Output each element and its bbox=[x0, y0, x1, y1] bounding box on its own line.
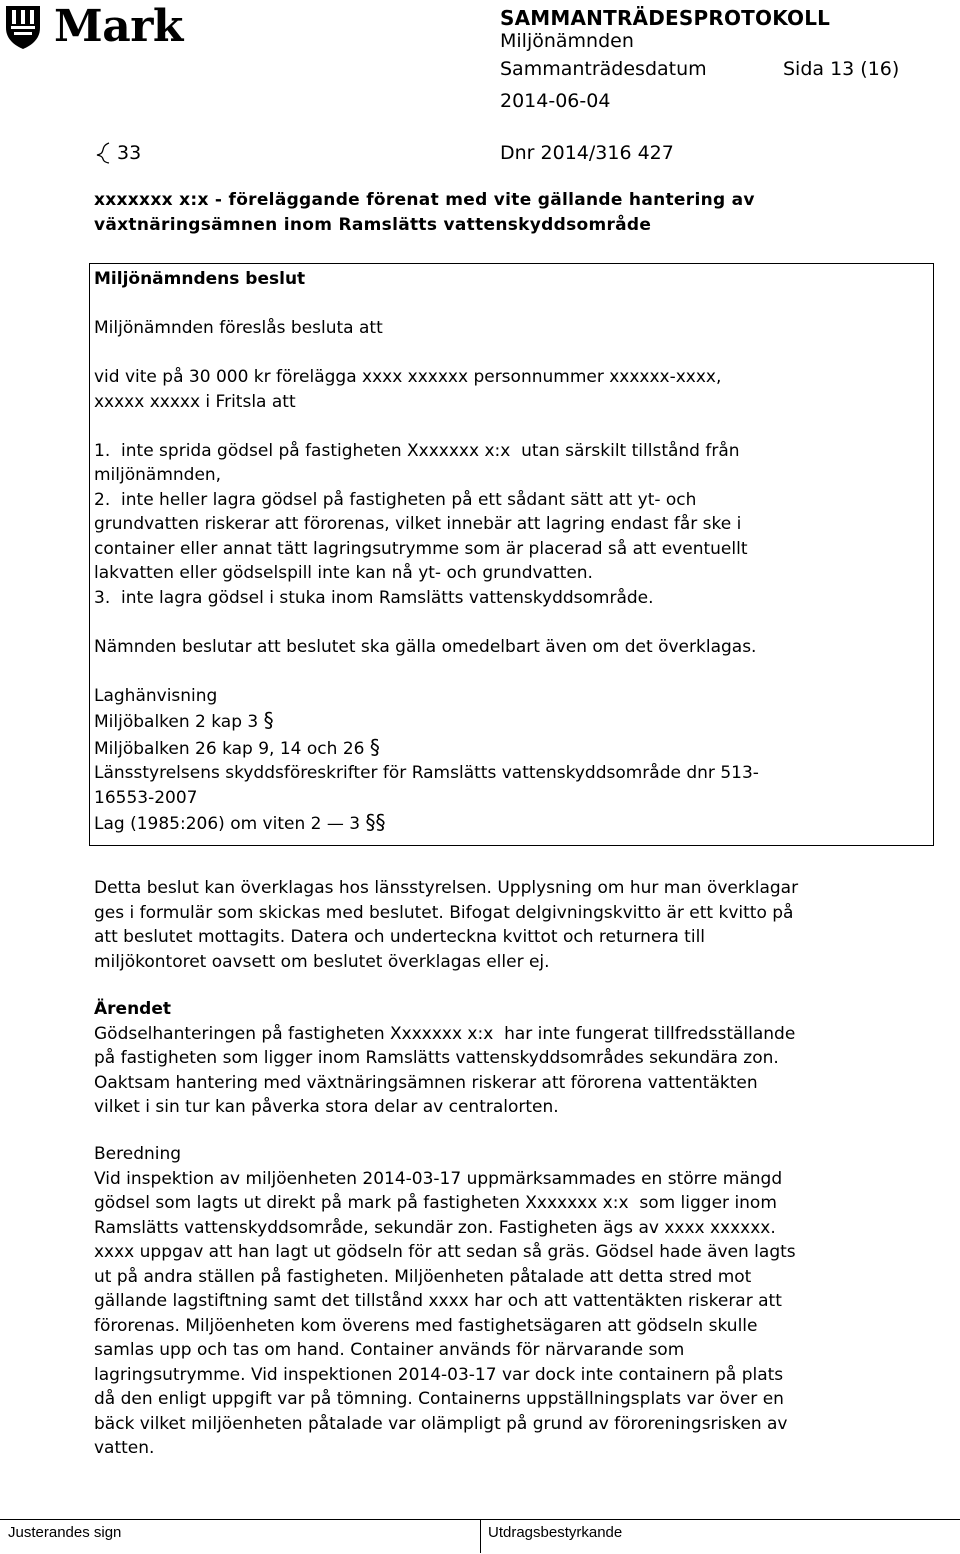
beredning-line: gällande lagstiftning samt det tillstånd xxxx har och att vattentäkten riskerar att bbox=[94, 1291, 782, 1311]
beredning-line: samlas upp och tas om hand. Container används för närvarande som bbox=[94, 1340, 685, 1360]
appeal-line: ges i formulär som skickas med beslutet. Bifogat delgivningskvitto är ett kvitto på bbox=[94, 902, 794, 923]
law-line: Lag (1985:206) om viten 2 — 3 §§ bbox=[94, 810, 386, 834]
footer-column-divider bbox=[480, 1519, 481, 1553]
immediate-effect: Nämnden beslutar att beslutet ska gälla omedelbart även om det överklagas. bbox=[94, 636, 757, 657]
beredning-line: Vid inspektion av miljöenheten 2014-03-17 uppmärksammades en större mängd bbox=[94, 1168, 783, 1189]
appeal-line: Detta beslut kan överklagas hos länsstyrelsen. Upplysning om hur man överklagar bbox=[94, 878, 799, 898]
beredning-line: då den enligt uppgift var på tömning. Containerns uppställningsplats var över en bbox=[94, 1389, 784, 1409]
arendet-line: Gödselhanteringen på fastigheten Xxxxxxx x:x har inte fungerat tillfredsställande bbox=[94, 1023, 796, 1044]
beredning-line: förorenas. Miljöenheten kom överens med fastighetsägaren att gödseln skulle bbox=[94, 1315, 758, 1336]
decision-heading: Miljönämndens beslut bbox=[94, 269, 306, 289]
vite-line: vid vite på 30 000 kr förelägga xxxx xxxxxx personnummer xxxxxx-xxxx, bbox=[94, 367, 722, 387]
law-line: 16553-2007 bbox=[94, 787, 198, 808]
board-name: Miljönämnden bbox=[500, 30, 634, 52]
beredning-section bbox=[94, 1142, 796, 1461]
decision-item-line: 2. inte heller lagra gödsel på fastigheten på ett sådant sätt att yt- och bbox=[94, 489, 697, 510]
decision-item-line: grundvatten riskerar att förorenas, vilket innebär att lagring endast får ske i bbox=[94, 514, 742, 534]
footer-certification-label: Utdragsbestyrkande bbox=[488, 1524, 623, 1541]
meeting-date-label: Sammanträdesdatum bbox=[500, 58, 707, 80]
law-line: Miljöbalken 2 kap 3 § bbox=[94, 708, 274, 732]
law-line: Länsstyrelsens skyddsföreskrifter för Ramslätts vattenskyddsområde dnr 513- bbox=[94, 763, 759, 783]
protocol-title: SAMMANTRÄDESPROTOKOLL bbox=[500, 6, 831, 30]
beredning-line: xxxx uppgav att han lagt ut gödseln för att sedan så gräs. Gödsel hade även lagts bbox=[94, 1242, 796, 1262]
arendet-line: Oaktsam hantering med växtnäringsämnen riskerar att förorena vattentäkten bbox=[94, 1072, 758, 1093]
law-heading: Laghänvisning bbox=[94, 685, 218, 706]
decision-item-line: 1. inte sprida gödsel på fastigheten Xxxxxxx x:x utan särskilt tillstånd från bbox=[94, 440, 740, 461]
decision-content bbox=[94, 267, 759, 837]
coat-of-arms-icon bbox=[4, 4, 42, 50]
appeal-info bbox=[94, 876, 798, 974]
paragraph-sign: § bbox=[263, 708, 274, 732]
municipality-logo bbox=[4, 2, 200, 52]
case-title-line: växtnäringsämnen inom Ramslätts vattenskyddsområde bbox=[94, 214, 652, 235]
decision-intro: Miljönämnden föreslås besluta att bbox=[94, 318, 383, 338]
decision-item-line: miljönämnden, bbox=[94, 465, 222, 485]
beredning-heading: Beredning bbox=[94, 1144, 182, 1164]
logo-wordmark: Mark bbox=[54, 1, 183, 52]
paragraph-sign: §§ bbox=[365, 810, 386, 834]
arendet-line: vilket i sin tur kan påverka stora delar av centralorten. bbox=[94, 1097, 559, 1117]
beredning-line: vatten. bbox=[94, 1438, 155, 1458]
meeting-date: 2014-06-04 bbox=[500, 90, 611, 112]
case-title bbox=[94, 188, 854, 237]
case-dnr: Dnr 2014/316 427 bbox=[500, 142, 674, 164]
case-title-line: xxxxxxx x:x - föreläggande förenat med vite gällande hantering av bbox=[94, 190, 755, 210]
beredning-line: Ramslätts vattenskyddsområde, sekundär zon. Fastigheten ägs av xxxx xxxxxx. bbox=[94, 1217, 776, 1238]
paragraph-sign: § bbox=[369, 734, 380, 759]
page-number: Sida 13 (16) bbox=[783, 58, 900, 80]
decision-item-line: container eller annat tätt lagringsutrymme som är placerad så att eventuellt bbox=[94, 538, 748, 559]
decision-item-line: lakvatten eller gödselspill inte kan nå yt- och grundvatten. bbox=[94, 563, 593, 583]
arendet-section bbox=[94, 997, 795, 1120]
appeal-line: miljökontoret oavsett om beslutet överklagas eller ej. bbox=[94, 951, 550, 972]
decision-item-line: 3. inte lagra gödsel i stuka inom Ramslätts vattenskyddsområde. bbox=[94, 587, 654, 608]
vite-line: xxxxx xxxxx i Fritsla att bbox=[94, 391, 296, 412]
arendet-heading: Ärendet bbox=[94, 999, 171, 1019]
beredning-line: ut på andra ställen på fastigheten. Miljöenheten påtalade att detta stred mot bbox=[94, 1266, 752, 1287]
case-number: 33 bbox=[117, 142, 142, 164]
appeal-line: att beslutet mottagits. Datera och underteckna kvittot och returnera till bbox=[94, 927, 706, 947]
beredning-line: lagringsutrymme. Vid inspektionen 2014-03-17 var dock inte containern på plats bbox=[94, 1364, 784, 1385]
beredning-line: gödsel som lagts ut direkt på mark på fastigheten Xxxxxxx x:x som ligger inom bbox=[94, 1193, 777, 1213]
section-mark-icon bbox=[95, 141, 111, 165]
footer-signature-label: Justerandes sign bbox=[8, 1524, 122, 1541]
law-line: Miljöbalken 26 kap 9, 14 och 26 § bbox=[94, 734, 380, 759]
beredning-line: bäck vilket miljöenheten påtalade var olämpligt på grund av föroreningsrisken av bbox=[94, 1413, 788, 1434]
arendet-line: på fastigheten som ligger inom Ramslätts vattenskyddsområdes sekundära zon. bbox=[94, 1048, 779, 1068]
